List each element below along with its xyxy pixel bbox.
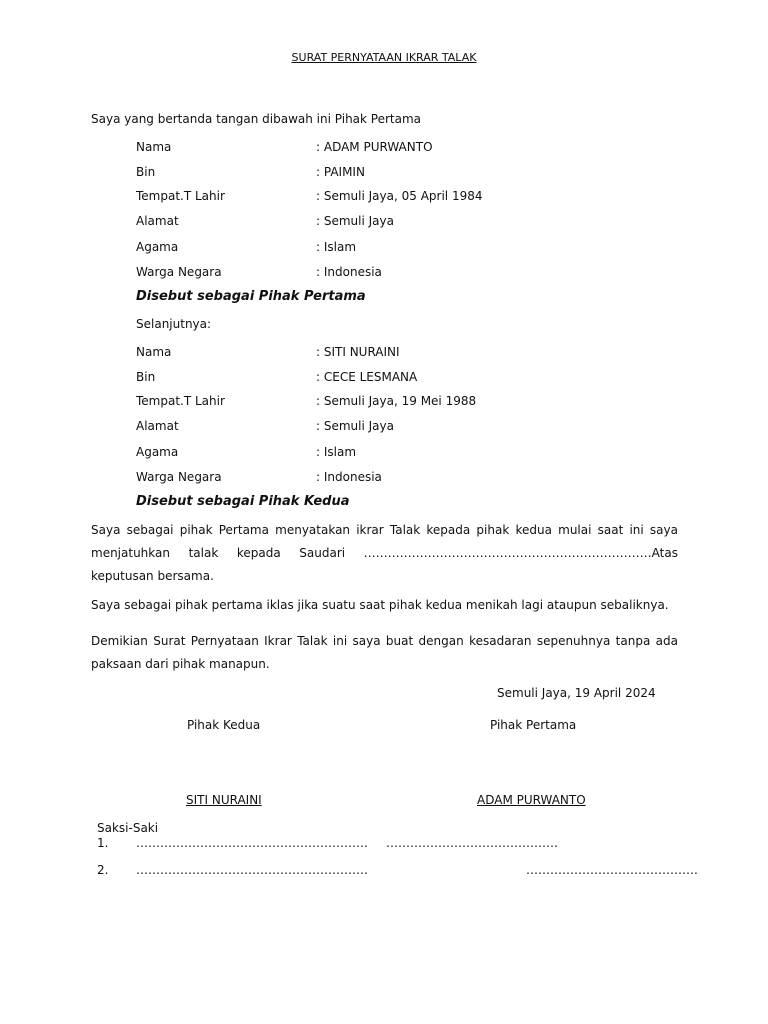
witness-line-1-right: …………………………………….	[386, 836, 558, 850]
witness-line-1-left: ………………………………………………….	[136, 836, 368, 850]
party2-label-nama: Nama	[136, 345, 172, 359]
party2-label-religion: Agama	[136, 445, 179, 459]
party1-designation: Disebut sebagai Pihak Pertama	[136, 289, 366, 304]
party2-value-religion: : Islam	[316, 445, 357, 459]
witness-line-2-left: ………………………………………………….	[136, 863, 368, 877]
party1-label-religion: Agama	[136, 240, 179, 254]
party1-label-citizenship: Warga Negara	[136, 265, 222, 279]
signature-name-right: ADAM PURWANTO	[477, 793, 586, 807]
party1-value-nama: : ADAM PURWANTO	[316, 140, 433, 154]
witness-number-2: 2.	[97, 863, 109, 877]
party2-value-address: : Semuli Jaya	[316, 419, 394, 433]
party1-label-address: Alamat	[136, 214, 179, 228]
next-label: Selanjutnya:	[136, 317, 212, 331]
party2-value-citizenship: : Indonesia	[316, 470, 382, 484]
signature-role-right: Pihak Pertama	[490, 718, 577, 732]
document-title: SURAT PERNYATAAN IKRAR TALAK	[291, 51, 477, 64]
party1-value-religion: : Islam	[316, 240, 357, 254]
party1-value-bin: : PAIMIN	[316, 165, 365, 179]
party2-label-bin: Bin	[136, 370, 156, 384]
party1-label-bin: Bin	[136, 165, 156, 179]
party2-label-citizenship: Warga Negara	[136, 470, 222, 484]
party1-value-address: : Semuli Jaya	[316, 214, 394, 228]
party2-designation: Disebut sebagai Pihak Kedua	[136, 494, 350, 509]
party2-label-address: Alamat	[136, 419, 179, 433]
party1-value-citizenship: : Indonesia	[316, 265, 382, 279]
consent-paragraph: Saya sebagai pihak pertama iklas jika suatu saat pihak kedua menikah lagi ataupun sebaliknya.	[91, 598, 669, 612]
witness-line-2-right: …………………………………….	[526, 863, 698, 877]
closing-paragraph: Demikian Surat Pernyataan Ikrar Talak ini saya buat dengan kesadaran sepenuhnya tanpa ada paksaan dari pihak manapun.	[91, 634, 678, 671]
signature-name-left: SITI NURAINI	[186, 793, 262, 807]
party1-value-birth: : Semuli Jaya, 05 April 1984	[316, 189, 483, 203]
party1-label-nama: Nama	[136, 140, 172, 154]
party2-value-birth: : Semuli Jaya, 19 Mei 1988	[316, 394, 477, 408]
party1-label-birth: Tempat.T Lahir	[136, 189, 225, 203]
witness-number-1: 1.	[97, 836, 109, 850]
party2-label-birth: Tempat.T Lahir	[136, 394, 225, 408]
witness-title: Saksi-Saki	[97, 821, 159, 835]
signature-role-left: Pihak Kedua	[187, 718, 261, 732]
party2-value-bin: : CECE LESMANA	[316, 370, 418, 384]
statement-paragraph: Saya sebagai pihak Pertama menyatakan ikrar Talak kepada pihak kedua mulai saat ini saya menjatuhkan talak kepada Saudari ………………………………………………………………Atas keputusan bersama.	[91, 523, 678, 583]
intro-text: Saya yang bertanda tangan dibawah ini Pihak Pertama	[91, 112, 422, 126]
party2-value-nama: : SITI NURAINI	[316, 345, 400, 359]
place-date: Semuli Jaya, 19 April 2024	[497, 686, 656, 700]
